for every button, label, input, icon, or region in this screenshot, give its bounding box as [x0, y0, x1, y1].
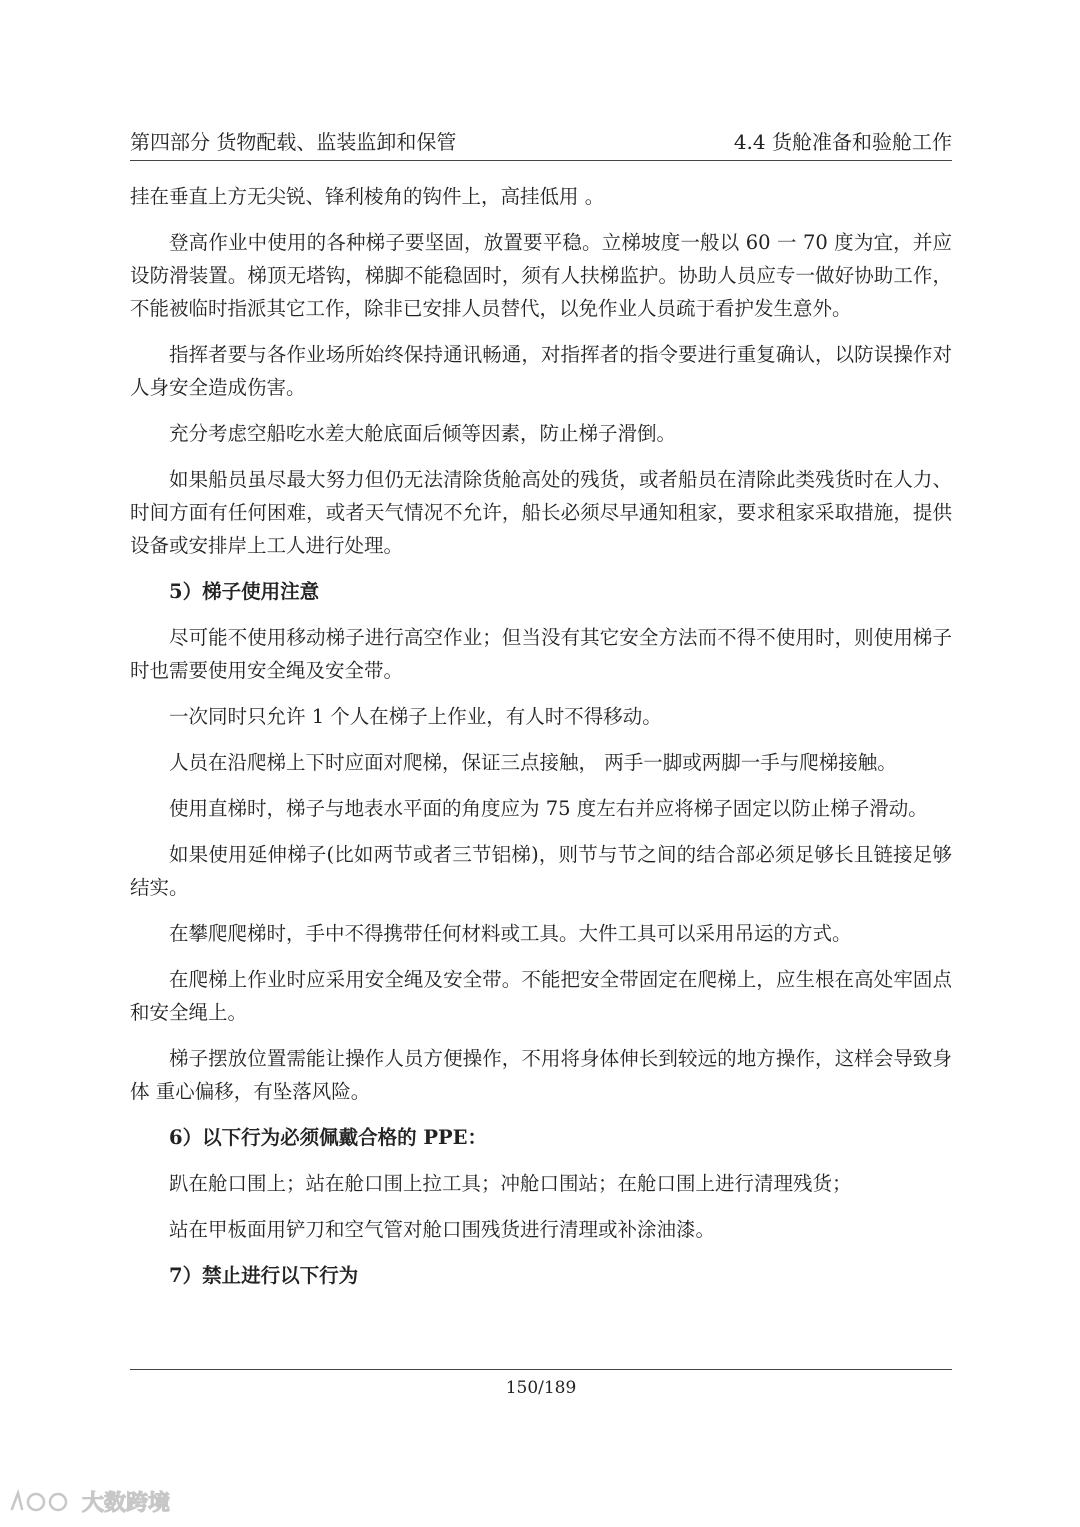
paragraph: 挂在垂直上方无尖锐、锋利棱角的钩件上，高挂低用 。 — [130, 185, 605, 208]
header-section-title: 4.4 货舱准备和验舱工作 — [733, 130, 952, 154]
paragraph: 一次同时只允许 1 个人在梯子上作业，有人时不得移动。 — [169, 705, 662, 728]
document-body — [130, 180, 952, 1305]
watermark-text: 大数跨境 — [82, 1491, 171, 1516]
paragraph: 趴在舱口围上；站在舱口围上拉工具；冲舱口围站；在舱口围上进行清理残货； — [169, 1172, 852, 1195]
section-heading-7: 7）禁止进行以下行为 — [169, 1264, 359, 1287]
paragraph: 使用直梯时，梯子与地表水平面的角度应为 75 度左右并应将梯子固定以防止梯子滑动。 — [169, 797, 928, 820]
paragraph: 在攀爬爬梯时，手中不得携带任何材料或工具。大件工具可以采用吊运的方式。 — [169, 922, 852, 945]
paragraph: 人员在沿爬梯上下时应面对爬梯，保证三点接触， 两手一脚或两脚一手与爬梯接触。 — [169, 751, 897, 774]
watermark — [6, 1486, 170, 1517]
paragraph: 尽可能不使用移动梯子进行高空作业；但当没有其它安全方法而不得不使用时，则使用梯子时也需要使用安全绳及安全带。 — [130, 626, 952, 682]
paragraph: 登高作业中使用的各种梯子要坚固，放置要平稳。立梯坡度一般以 60 一 70 度为宜，并应设防滑装置。梯顶无塔钩，梯脚不能稳固时，须有人扶梯监护。协助人员应专一做好协助工作，不能被临时指派其它工作，除非已安排人员替代，以免作业人员疏于看护发生意外。 — [130, 231, 952, 320]
section-heading-6: 6）以下行为必须佩戴合格的 PPE： — [169, 1126, 488, 1149]
paragraph: 在爬梯上作业时应采用安全绳及安全带。不能把安全带固定在爬梯上，应生根在高处牢固点和安全绳上。 — [130, 968, 952, 1024]
paragraph: 充分考虑空船吃水差大舱底面后倾等因素，防止梯子滑倒。 — [169, 422, 677, 445]
paragraph: 如果船员虽尽最大努力但仍无法清除货舱高处的残货，或者船员在清除此类残货时在人力、时间方面有任何困难，或者天气情况不允许，船长必须尽早通知租家，要求租家采取措施，提供设备或安排岸上工人进行处理。 — [130, 468, 952, 557]
paragraph: 如果使用延伸梯子(比如两节或者三节铝梯)，则节与节之间的结合部必须足够长且链接足够结实。 — [130, 843, 952, 899]
running-header — [130, 128, 952, 156]
paragraph: 梯子摆放位置需能让操作人员方便操作，不用将身体伸长到较远的地方操作，这样会导致身体 重心偏移，有坠落风险。 — [130, 1047, 952, 1103]
document-page — [130, 0, 952, 1527]
header-chapter-title: 第四部分 货物配载、监装监卸和保管 — [130, 130, 457, 154]
section-heading-5: 5）梯子使用注意 — [169, 580, 320, 603]
paragraph: 指挥者要与各作业场所始终保持通讯畅通，对指挥者的指令要进行重复确认，以防误操作对人身安全造成伤害。 — [130, 343, 952, 399]
header-divider — [130, 160, 952, 161]
watermark-logo-icon — [6, 1487, 76, 1517]
page-number: 150/189 — [505, 1378, 577, 1398]
footer-divider — [130, 1369, 952, 1370]
paragraph: 站在甲板面用铲刀和空气管对舱口围残货进行清理或补涂油漆。 — [169, 1218, 716, 1241]
